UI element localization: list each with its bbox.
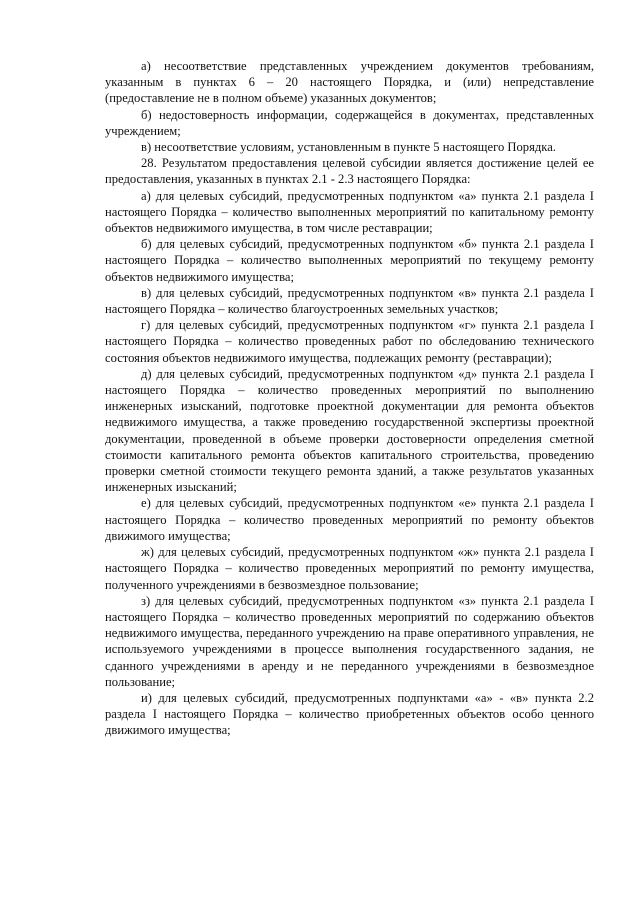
paragraph-28-i: и) для целевых субсидий, предусмотренных подпунктами «а» - «в» пункта 2.2 раздела I настоящего Порядка – количество приобретенных объектов особо ценного движимого имущества; <box>105 690 594 738</box>
paragraph-28-result: 28. Результатом предоставления целевой субсидии является достижение целей ее предоставления, указанных в пунктах 2.1 - 2.3 настоящего Порядка: <box>105 156 594 187</box>
paragraph-28-b: б) для целевых субсидий, предусмотренных подпунктом «б» пункта 2.1 раздела I настоящего Порядка – количество выполненных мероприятий по текущему ремонту объектов недвижимого имущества; <box>105 237 594 284</box>
paragraph-28-a: а) для целевых субсидий, предусмотренных подпунктом «а» пункта 2.1 раздела I настоящего Порядка – количество выполненных мероприятий по капитальному ремонту объектов недвижимого имущества, в том числе реставрации; <box>105 188 594 236</box>
paragraph-a-nonconformity: а) несоответствие представленных учреждением документов требованиям, указанным в пунктах 6 – 20 настоящего Порядка, и (или) непредставление (предоставление не в полном объеме) указанных документов; <box>105 59 594 106</box>
paragraph-28-v: в) для целевых субсидий, предусмотренных подпунктом «в» пункта 2.1 раздела I настоящего Порядка – количество благоустроенных земельных участков; <box>105 285 594 317</box>
paragraph-b-unreliability: б) недостоверность информации, содержащейся в документах, представленных учреждением; <box>105 107 594 138</box>
paragraph-28-e: е) для целевых субсидий, предусмотренных подпунктом «е» пункта 2.1 раздела I настоящего Порядка – количество проведенных мероприятий по ремонту объектов движимого имущества; <box>105 496 594 543</box>
paragraph-28-g: г) для целевых субсидий, предусмотренных подпунктом «г» пункта 2.1 раздела I настоящего Порядка – количество проведенных работ по обследованию технического состояния объектов недвижимого имущества, подлежащих ремонту (реставрации); <box>105 318 594 365</box>
paragraph-28-zh: ж) для целевых субсидий, предусмотренных подпунктом «ж» пункта 2.1 раздела I настоящего Порядка – количество проведенных мероприятий по ремонту имущества, полученного учреждениями в безвозмездное пользование; <box>105 545 594 592</box>
document-body <box>105 58 594 739</box>
paragraph-v-conditions: в) несоответствие условиям, установленным в пункте 5 настоящего Порядка. <box>141 140 556 155</box>
paragraph-28-d: д) для целевых субсидий, предусмотренных подпунктом «д» пункта 2.1 раздела I настоящего Порядка – количество проведенных мероприятий по выполнению инженерных изысканий, подготовке проектной документации для ремонта объектов недвижимого имущества, а также проведению государственной экспертизы проектной документации, проведенной в объеме проверки достоверности определения сметной стоимости капитального ремонта объектов капитального строительства, проведению проверки сметной стоимости текущего ремонта зданий, а также результатов указанных инженерных изысканий; <box>105 366 594 495</box>
paragraph-28-z: з) для целевых субсидий, предусмотренных подпунктом «з» пункта 2.1 раздела I настоящего Порядка – количество проведенных мероприятий по содержанию объектов недвижимого имущества, переданного учреждению на праве оперативного управления, не используемого учреждениями в процессе выполнения государственного задания, не сданного учреждениями в аренду и не переданного учреждениями в безвозмездное пользование; <box>105 593 594 689</box>
